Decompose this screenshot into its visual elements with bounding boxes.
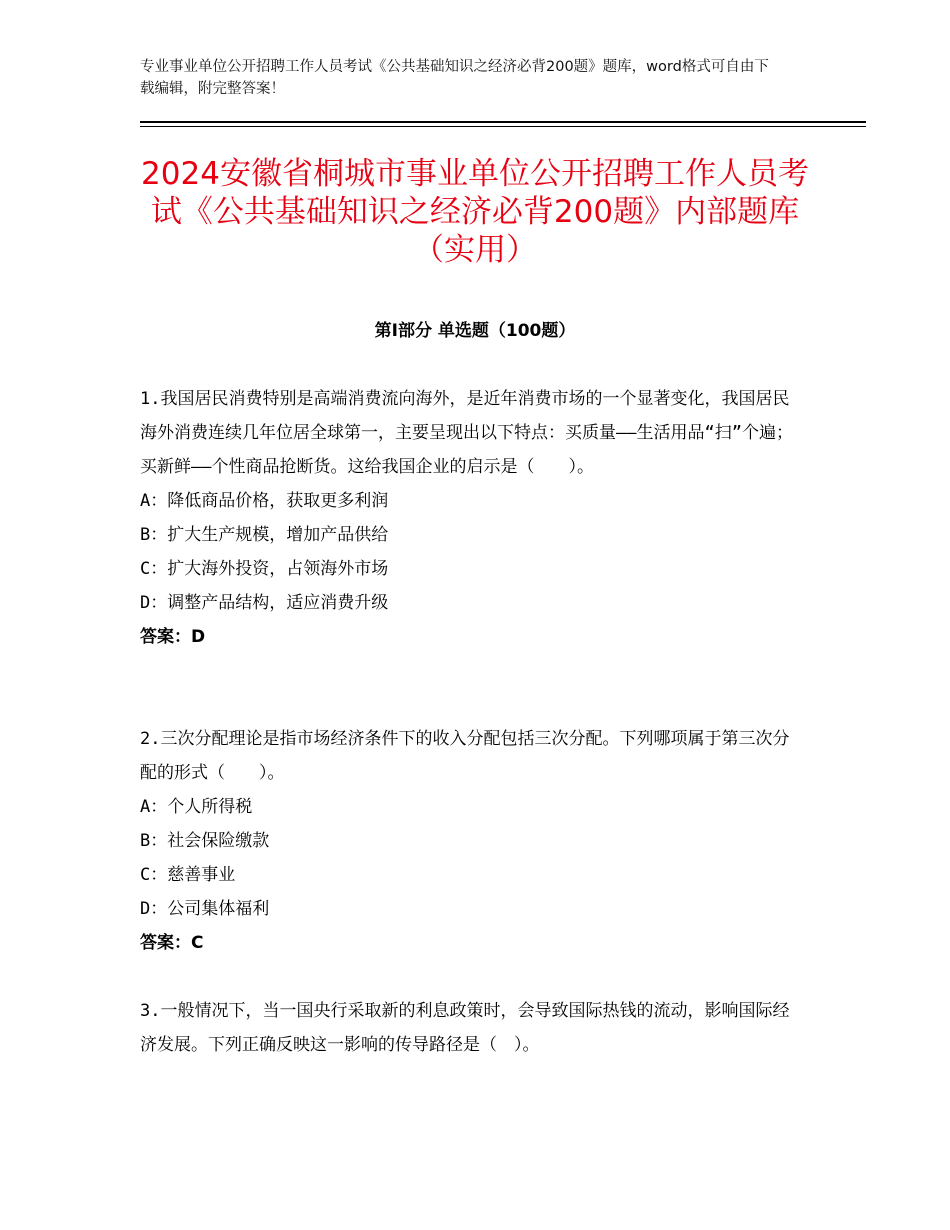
option-b: B：社会保险缴款 <box>140 831 270 851</box>
option-d: D：公司集体福利 <box>140 899 270 919</box>
option-c: C：扩大海外投资，占领海外市场 <box>140 559 389 579</box>
header-rule-thin <box>140 126 866 127</box>
section-title: 第Ⅰ部分 单选题（100题） <box>374 321 576 341</box>
question-3 <box>140 994 800 1062</box>
question-stem: 1.我国居民消费特别是高端消费流向海外，是近年消费市场的一个显著变化，我国居民海外消费连续几年位居全球第一，主要呈现出以下特点：买质量——生活用品“扫”个遍；买新鲜——个性商品抢断货。这给我国企业的启示是（ ）。 <box>140 389 793 477</box>
question-2 <box>140 722 800 960</box>
answer-label: 答案：D <box>140 627 206 647</box>
question-stem: 3.一般情况下，当一国央行采取新的利息政策时，会导致国际热钱的流动，影响国际经济发展。下列正确反映这一影响的传导路径是（ ）。 <box>140 1001 790 1055</box>
header-note: 专业事业单位公开招聘工作人员考试《公共基础知识之经济必背200题》题库，word格式可自由下载编辑，附完整答案！ <box>140 59 769 97</box>
document-title: 2024安徽省桐城市事业单位公开招聘工作人员考试《公共基础知识之经济必背200题》内部题库（实用） <box>141 156 809 268</box>
option-b: B：扩大生产规模，增加产品供给 <box>140 525 389 545</box>
option-a: A：降低商品价格，获取更多利润 <box>140 491 389 511</box>
answer-label: 答案：C <box>140 933 204 953</box>
question-stem: 2.三次分配理论是指市场经济条件下的收入分配包括三次分配。下列哪项属于第三次分配的形式（ ）。 <box>140 729 790 783</box>
header-rule-thick <box>140 121 866 123</box>
option-c: C：慈善事业 <box>140 865 236 885</box>
option-a: A：个人所得税 <box>140 797 253 817</box>
option-d: D：调整产品结构，适应消费升级 <box>140 593 389 613</box>
question-1 <box>140 382 800 654</box>
